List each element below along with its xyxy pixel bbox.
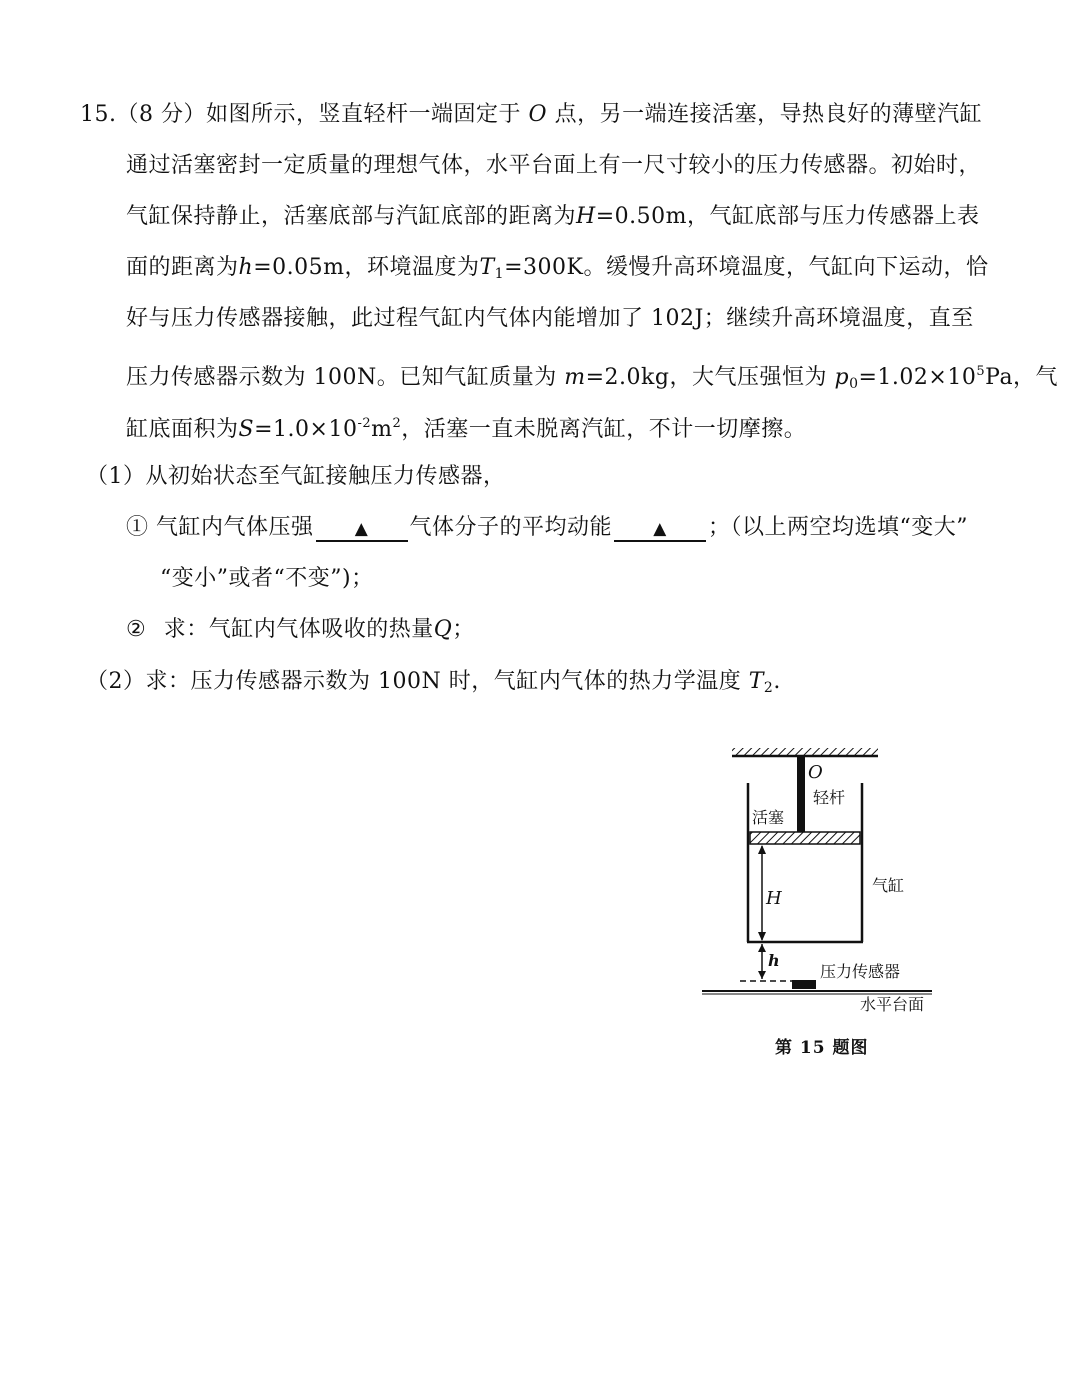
part1-text: （1）从初始状态至气缸接触压力传感器， bbox=[86, 464, 506, 489]
part2-text: . bbox=[773, 669, 781, 694]
question-text: =1.0×10 bbox=[254, 417, 358, 442]
symbol-H: H bbox=[576, 204, 596, 229]
question-line-6 bbox=[126, 357, 1058, 399]
question-line-5 bbox=[126, 304, 974, 334]
question-line-4 bbox=[126, 253, 988, 289]
item-text: 气体分子的平均动能 bbox=[409, 515, 613, 540]
H-arrow-head-up bbox=[758, 845, 766, 854]
label-table: 水平台面 bbox=[860, 995, 925, 1014]
label-cylinder: 气缸 bbox=[872, 876, 905, 895]
figure-caption: 第 15 题图 bbox=[775, 1038, 869, 1058]
label-h: h bbox=[768, 951, 780, 970]
superscript: 2 bbox=[392, 416, 402, 431]
superscript: -2 bbox=[357, 416, 372, 431]
question-line-3 bbox=[126, 202, 979, 232]
question-line-7 bbox=[126, 409, 806, 445]
question-text: 如图所示，竖直轻杆一端固定于 bbox=[206, 102, 522, 127]
item-text: “变小”或者“不变”)； bbox=[160, 566, 374, 591]
question-number: 15. bbox=[80, 102, 117, 127]
question-text: 面的距离为 bbox=[126, 255, 239, 280]
cylinder-diagram bbox=[700, 748, 950, 1018]
answer-blank-pressure: ▲ bbox=[316, 518, 408, 542]
symbol-S: S bbox=[238, 417, 255, 442]
item-number: ② bbox=[126, 617, 147, 642]
item-text: 求：气缸内气体吸收的热量 bbox=[163, 617, 434, 642]
question-line-1 bbox=[80, 100, 982, 130]
item-number: ① bbox=[126, 515, 149, 540]
part2 bbox=[86, 667, 781, 703]
question-text: Pa，气 bbox=[985, 365, 1059, 390]
part1-item1-continued bbox=[160, 564, 374, 594]
symbol-h: h bbox=[238, 255, 254, 280]
part1-item1 bbox=[126, 513, 968, 543]
rod bbox=[797, 756, 805, 832]
label-H: H bbox=[766, 888, 782, 909]
subscript: 0 bbox=[849, 376, 859, 392]
question-text: 好与压力传感器接触，此过程气缸内气体内能增加了 102J；继续升高环境温度，直至 bbox=[126, 306, 974, 331]
label-O: O bbox=[808, 762, 823, 783]
question-text: 压力传感器示数为 100N。已知气缸质量为 bbox=[126, 365, 557, 390]
question-text: =300K。缓慢升高环境温度，气缸向下运动，恰 bbox=[504, 255, 989, 280]
symbol-Q: Q bbox=[433, 617, 453, 642]
question-text: =0.50m，气缸底部与压力传感器上表 bbox=[595, 204, 980, 229]
h-arrow-head-up bbox=[758, 944, 766, 952]
label-piston: 活塞 bbox=[752, 808, 785, 827]
subscript: 1 bbox=[494, 266, 505, 282]
symbol-T2: T bbox=[748, 669, 764, 694]
item-text: ； bbox=[452, 617, 475, 642]
question-text: 通过活塞密封一定质量的理想气体，水平台面上有一尺寸较小的压力传感器。初始时， bbox=[126, 153, 982, 178]
piston bbox=[750, 832, 860, 844]
question-text: 点，另一端连接活塞，导热良好的薄壁汽缸 bbox=[554, 102, 983, 127]
item-text: ；（以上两空均选填“变大” bbox=[708, 515, 969, 540]
part1-label bbox=[86, 462, 506, 492]
question-score: （8 分） bbox=[116, 102, 206, 127]
question-text: 缸底面积为 bbox=[126, 417, 239, 442]
question-text: =2.0kg，大气压强恒为 bbox=[585, 365, 827, 390]
answer-blank-kinetic-energy: ▲ bbox=[614, 518, 706, 542]
question-text: =0.05m，环境温度为 bbox=[253, 255, 480, 280]
symbol-p0: p bbox=[834, 365, 850, 390]
symbol-T1: T bbox=[479, 255, 495, 280]
H-arrow-head-down bbox=[758, 932, 766, 941]
point-o-symbol: O bbox=[528, 102, 548, 127]
question-line-2 bbox=[126, 151, 981, 181]
question-text: 气缸保持静止，活塞底部与汽缸底部的距离为 bbox=[126, 204, 577, 229]
part2-text: （2）求：压力传感器示数为 100N 时，气缸内气体的热力学温度 bbox=[86, 669, 742, 694]
label-sensor: 压力传感器 bbox=[820, 962, 901, 981]
question-text: m bbox=[371, 417, 393, 442]
subscript: 2 bbox=[763, 680, 774, 696]
superscript: 5 bbox=[976, 364, 986, 379]
part1-item2 bbox=[126, 615, 475, 645]
symbol-m: m bbox=[564, 365, 586, 390]
question-text: ，活塞一直未脱离汽缸，不计一切摩擦。 bbox=[401, 417, 807, 442]
h-arrow-head-down bbox=[758, 971, 766, 979]
question-text: =1.02×10 bbox=[858, 365, 977, 390]
pressure-sensor bbox=[792, 980, 816, 989]
label-rod: 轻杆 bbox=[813, 788, 846, 807]
item-text: 气缸内气体压强 bbox=[156, 515, 314, 540]
